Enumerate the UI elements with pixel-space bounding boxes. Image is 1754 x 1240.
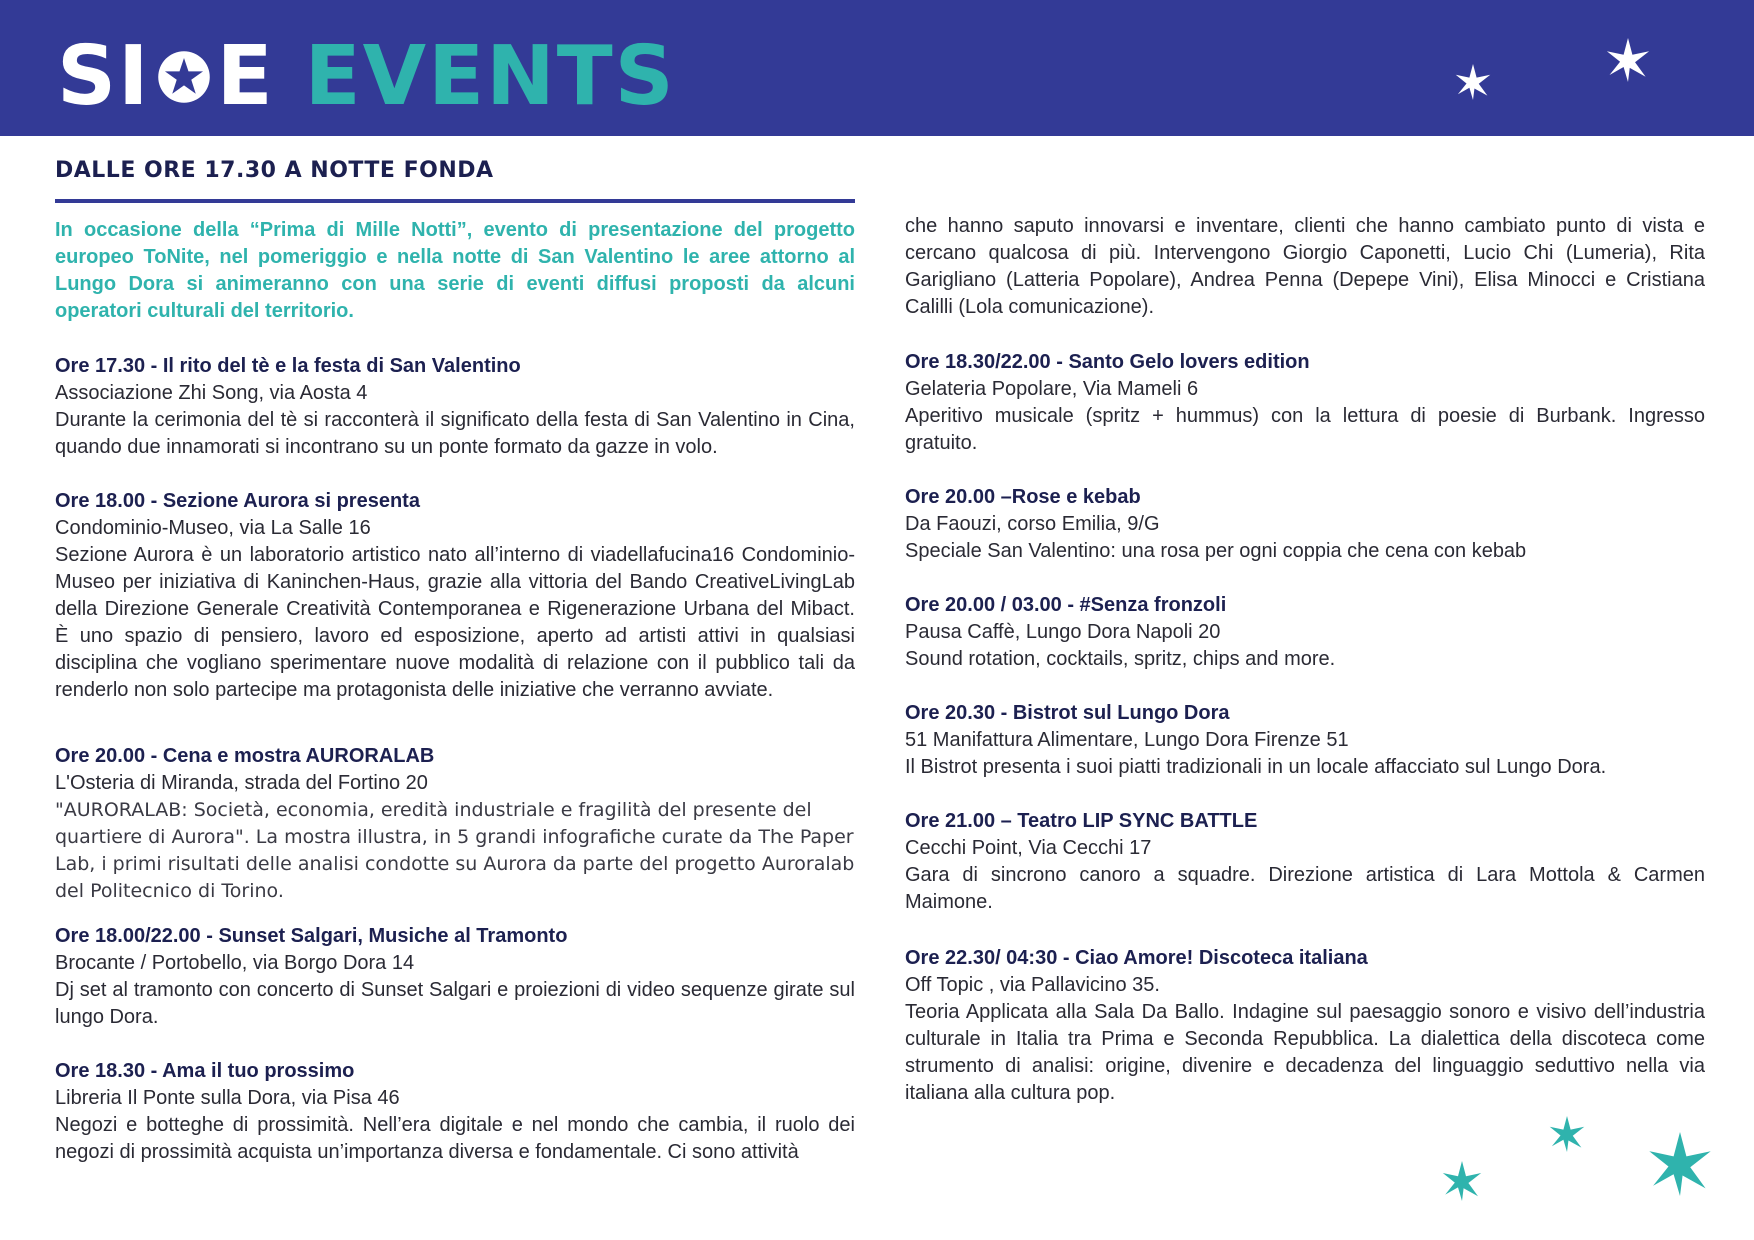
event-description: Sezione Aurora è un laboratorio artistico nato all’interno di viadellafucina16 Condominio-Museo per iniziativa di Kaninchen-Haus, grazie alla vittoria del Bando CreativeLivingLab della Direzione Generale Creatività Contemporanea e Rigenerazione Urbana del Mibact. È uno spazio di pensiero, lavoro ed esposizione, aperto ad artisti attivi in qualsiasi disciplina che vogliano sperimentare nuove modalità di relazione con il pubblico tali da renderlo non solo partecipe ma protagonista delle iniziative che verranno avviate.	[55, 544, 855, 701]
event-place: Brocante / Portobello, via Borgo Dora 14	[55, 952, 415, 974]
star-icon	[1648, 1130, 1712, 1198]
event-item	[55, 353, 855, 461]
event-description: Speciale San Valentino: una rosa per ogni coppia che cena con kebab	[905, 540, 1527, 562]
event-title: Ore 20.30 - Bistrot sul Lungo Dora	[905, 702, 1230, 724]
star-icon	[151, 36, 217, 118]
event-item	[905, 349, 1705, 457]
event-title: Ore 17.30 - Il rito del tè e la festa di San Valentino	[55, 355, 521, 377]
event-item	[905, 808, 1705, 916]
star-icon	[1442, 1160, 1482, 1202]
title-side: SI E	[57, 29, 275, 124]
event-title: Ore 21.00 – Teatro LIP SYNC BATTLE	[905, 810, 1258, 832]
star-icon	[1606, 38, 1650, 82]
event-title: Ore 20.00 –Rose e kebab	[905, 486, 1141, 508]
event-title: Ore 18.30 - Ama il tuo prossimo	[55, 1060, 355, 1082]
header-banner	[0, 0, 1754, 136]
event-place: Off Topic , via Pallavicino 35.	[905, 974, 1160, 996]
event-description: Aperitivo musicale (spritz + hummus) con la lettura di poesie di Burbank. Ingresso gratuito.	[905, 405, 1705, 454]
event-title: Ore 18.00/22.00 - Sunset Salgari, Musiche al Tramonto	[55, 925, 568, 947]
event-item	[905, 700, 1705, 781]
event-place: Associazione Zhi Song, via Aosta 4	[55, 382, 368, 404]
event-place: Libreria Il Ponte sulla Dora, via Pisa 46	[55, 1087, 400, 1109]
event-item	[55, 488, 855, 704]
event-place: Da Faouzi, corso Emilia, 9/G	[905, 513, 1160, 535]
event-description: Teoria Applicata alla Sala Da Ballo. Indagine sul paesaggio sonoro e visivo dell’industria culturale in Italia tra Prima e Seconda Repubblica. La dialettica della discoteca come strumento di analisi: origine, divenire e decadenza del linguaggio seduttivo nella via italiana alla cultura pop.	[905, 1001, 1705, 1104]
event-description: Gara di sincrono canoro a squadre. Direzione artistica di Lara Mottola & Carmen Maimone.	[905, 864, 1705, 913]
star-icon	[1549, 1116, 1585, 1152]
event-item	[55, 923, 855, 1031]
title-events: EVENTS	[304, 29, 676, 124]
event-item	[905, 484, 1705, 565]
event-place: Pausa Caffè, Lungo Dora Napoli 20	[905, 621, 1221, 643]
intro-paragraph: In occasione della “Prima di Mille Notti”, evento di presentazione del progetto europeo ToNite, nel pomeriggio e nella notte di San Valentino le aree attorno al Lungo Dora si animeranno con una serie di eventi diffusi proposti da alcuni operatori culturali del territorio.	[55, 219, 855, 322]
event-item	[905, 945, 1705, 1107]
event-title: Ore 18.30/22.00 - Santo Gelo lovers edition	[905, 351, 1310, 373]
event-description: Durante la cerimonia del tè si racconterà il significato della festa di San Valentino in Cina, quando due innamorati si incontrano su un ponte formato da gazze in volo.	[55, 409, 855, 458]
event-title: Ore 22.30/ 04:30 - Ciao Amore! Discoteca italiana	[905, 947, 1368, 969]
event-title: Ore 20.00 / 03.00 - #Senza fronzoli	[905, 594, 1227, 616]
event-place: L'Osteria di Miranda, strada del Fortino 20	[55, 772, 428, 794]
event-description: Dj set al tramonto con concerto di Sunset Salgari e proiezioni di video sequenze girate sul lungo Dora.	[55, 979, 855, 1028]
event-item	[55, 1058, 855, 1166]
event-title: Ore 20.00 - Cena e mostra AURORALAB	[55, 745, 435, 767]
event-description-continued: che hanno saputo innovarsi e inventare, clienti che hanno cambiato punto di vista e cercano qualcosa di più. Intervengono Giorgio Caponetti, Lucio Chi (Lumeria), Rita Garigliano (Latteria Popolare), Andrea Penna (Depepe Vini), Elisa Minocci e Cristiana Calilli (Lola comunicazione).	[905, 215, 1705, 318]
event-description: "AURORALAB: Società, economia, eredità industriale e fragilità del presente del quartiere di Aurora". La mostra illustra, in 5 grandi infografiche curate da The Paper Lab, i primi risultati delle analisi condotte su Aurora da parte del progetto Auroralab del Politecnico di Torino.	[55, 799, 855, 902]
event-place: Condominio-Museo, via La Salle 16	[55, 517, 371, 539]
section-subtitle: DALLE ORE 17.30 A NOTTE FONDA	[55, 158, 494, 183]
event-place: Gelateria Popolare, Via Mameli 6	[905, 378, 1199, 400]
event-place: 51 Manifattura Alimentare, Lungo Dora Firenze 51	[905, 729, 1349, 751]
event-item	[55, 743, 855, 905]
event-item	[905, 592, 1705, 673]
event-place: Cecchi Point, Via Cecchi 17	[905, 837, 1152, 859]
star-icon	[1455, 64, 1491, 100]
event-title: Ore 18.00 - Sezione Aurora si presenta	[55, 490, 420, 512]
event-description: Il Bistrot presenta i suoi piatti tradizionali in un locale affacciato sul Lungo Dora.	[905, 756, 1607, 778]
page-title	[57, 29, 676, 124]
divider	[55, 199, 855, 203]
event-description: Negozi e botteghe di prossimità. Nell’era digitale e nel mondo che cambia, il ruolo dei negozi di prossimità acquista un’importanza diversa e fondamentale. Ci sono attività	[55, 1114, 855, 1163]
event-description: Sound rotation, cocktails, spritz, chips and more.	[905, 648, 1336, 670]
